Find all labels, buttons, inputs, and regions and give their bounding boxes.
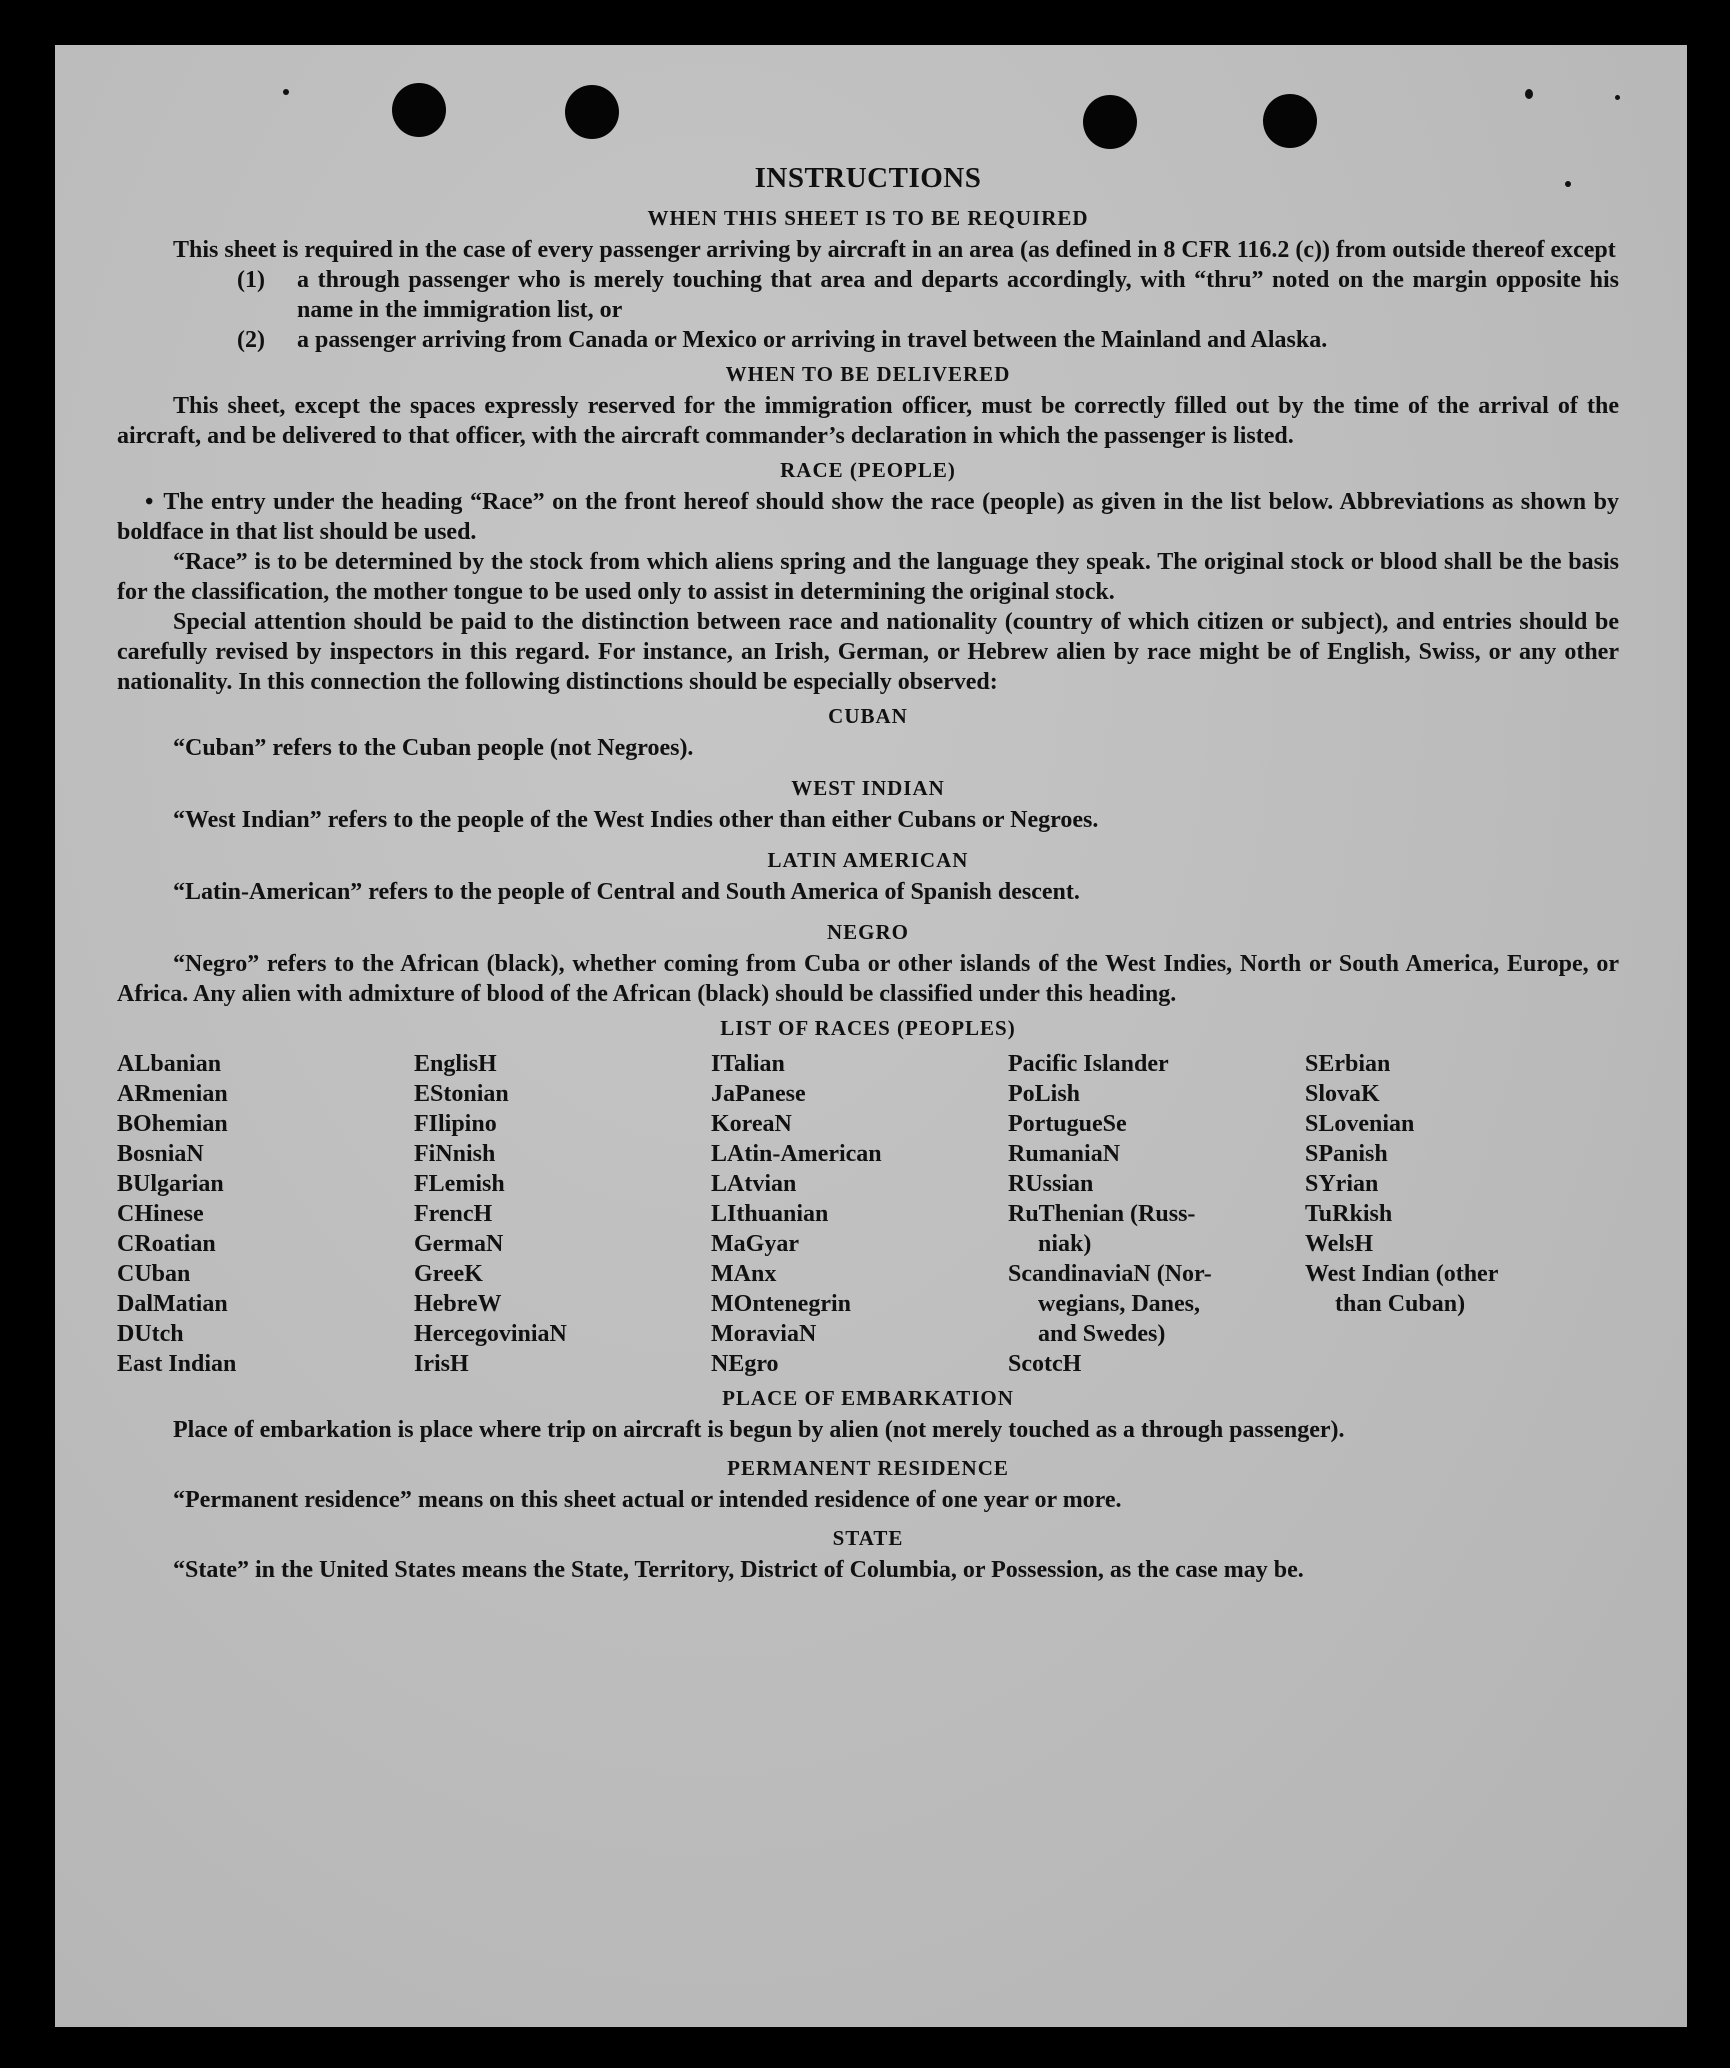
race-entry: GermaN [414, 1231, 504, 1257]
race-entry: TuRkish [1305, 1201, 1393, 1227]
race-entry: DUtch [117, 1321, 184, 1347]
race-entry: Pacific Islander [1008, 1051, 1169, 1077]
race-entry: RumaniaN [1008, 1141, 1121, 1167]
paragraph: Special attention should be paid to the distinction between race and nationality (country of which citizen or subject), and entries should be carefully revised by inspectors in this regard. For instance, an Irish, German, or Hebrew alien by race might be of English, Swiss, or any other nationality. In this connection the following distinctions should be especially observed: [117, 609, 1619, 695]
race-entry: JaPanese [711, 1081, 806, 1107]
race-entry: West Indian (other [1305, 1261, 1499, 1287]
race-entry: SYrian [1305, 1171, 1379, 1197]
race-entry: ScandinaviaN (Nor- [1008, 1261, 1212, 1287]
section-heading: WEST INDIAN [791, 776, 945, 800]
race-entry: BOhemian [117, 1111, 228, 1137]
paragraph: “West Indian” refers to the people of the West Indies other than either Cubans or Negroes. [173, 807, 1099, 833]
paragraph: “Cuban” refers to the Cuban people (not Negroes). [173, 735, 694, 761]
document-sheet [55, 45, 1687, 2027]
paragraph-text: The entry under the heading “Race” on the front hereof should show the race (people) as given in the list below. Abbreviations as shown by boldface in that list should be used. [117, 489, 1619, 545]
race-entry: PortugueSe [1008, 1111, 1127, 1137]
race-entry: LIthuanian [711, 1201, 829, 1227]
race-entry: LAtin-American [711, 1141, 882, 1167]
race-entry: KoreaN [711, 1111, 792, 1137]
race-entry: EnglisH [414, 1051, 497, 1077]
race-entry: IrisH [414, 1351, 469, 1377]
paragraph: This sheet is required in the case of every passenger arriving by aircraft in an area (as defined in 8 CFR 116.2 (c)) from outside thereof except [173, 237, 1616, 263]
race-entry: LAtvian [711, 1171, 797, 1197]
speck [1615, 95, 1620, 100]
punch-hole [392, 83, 446, 137]
race-entry: MOntenegrin [711, 1291, 851, 1317]
race-entry: FiNnish [414, 1141, 496, 1167]
section-heading: WHEN THIS SHEET IS TO BE REQUIRED [647, 206, 1089, 230]
race-column [117, 1049, 414, 1379]
page-title: INSTRUCTIONS [754, 162, 982, 194]
race-entry: ALbanian [117, 1051, 222, 1077]
race-entry: SPanish [1305, 1141, 1388, 1167]
paragraph: “Latin-American” refers to the people of Central and South America of Spanish descent. [173, 879, 1080, 905]
race-entry: East Indian [117, 1351, 237, 1377]
punch-hole [1083, 95, 1137, 149]
race-column [1305, 1049, 1565, 1379]
race-entry: HebreW [414, 1291, 502, 1317]
paragraph [117, 487, 1619, 547]
list-item [237, 325, 1619, 355]
race-entry: niak) [1038, 1231, 1092, 1257]
race-entry: FIlipino [414, 1111, 497, 1137]
race-entry: wegians, Danes, [1038, 1291, 1201, 1317]
paragraph: “Permanent residence” means on this sheet actual or intended residence of one year or more. [173, 1487, 1122, 1513]
race-entry: PoLish [1008, 1081, 1081, 1107]
race-column [1008, 1049, 1305, 1379]
section-heading: LIST OF RACES (PEOPLES) [720, 1016, 1016, 1040]
race-entry: and Swedes) [1038, 1321, 1166, 1347]
race-entry: ITalian [711, 1051, 785, 1077]
race-entry: BUlgarian [117, 1171, 224, 1197]
paragraph: This sheet, except the spaces expressly reserved for the immigration officer, must be correctly filled out by the time of the arrival of the aircraft, and be delivered to that officer, with the aircraft commander’s declaration in which the passenger is listed. [117, 393, 1619, 449]
race-entry: than Cuban) [1335, 1291, 1466, 1317]
section-heading: NEGRO [826, 920, 909, 944]
paragraph: “Race” is to be determined by the stock from which aliens spring and the language they speak. The original stock or blood shall be the basis for the classification, the mother tongue to be used only to assist in determining the original stock. [117, 549, 1619, 605]
race-entry: SlovaK [1305, 1081, 1380, 1107]
race-list [117, 1049, 1619, 1379]
section-heading: STATE [832, 1526, 904, 1550]
race-entry: ARmenian [117, 1081, 228, 1107]
punch-hole [1263, 94, 1317, 148]
section-heading: RACE (PEOPLE) [780, 458, 956, 482]
instructions-content [117, 163, 1619, 1585]
race-entry: MaGyar [711, 1231, 799, 1257]
punch-hole [565, 85, 619, 139]
race-entry: DalMatian [117, 1291, 228, 1317]
race-entry: ScotcH [1008, 1351, 1082, 1377]
list-item [237, 265, 1619, 325]
race-entry: WelsH [1305, 1231, 1374, 1257]
race-entry: NEgro [711, 1351, 779, 1377]
race-entry: MAnx [711, 1261, 777, 1287]
race-entry: SLovenian [1305, 1111, 1415, 1137]
race-entry: CHinese [117, 1201, 204, 1227]
race-entry: CUban [117, 1261, 191, 1287]
race-entry: CRoatian [117, 1231, 216, 1257]
section-heading: CUBAN [828, 704, 908, 728]
speck [283, 89, 289, 95]
race-column [414, 1049, 711, 1379]
race-entry: RUssian [1008, 1171, 1094, 1197]
race-entry: GreeK [414, 1261, 483, 1287]
item-number: (1) [237, 267, 265, 293]
race-entry: FrencH [414, 1201, 493, 1227]
race-entry: EStonian [414, 1081, 509, 1107]
race-column [711, 1049, 1008, 1379]
race-entry: BosniaN [117, 1141, 204, 1167]
bullet: • [145, 489, 154, 515]
section-heading: PERMANENT RESIDENCE [727, 1456, 1009, 1480]
paragraph: “State” in the United States means the State, Territory, District of Columbia, or Possession, as the case may be. [173, 1557, 1304, 1583]
race-entry: SErbian [1305, 1051, 1391, 1077]
speck [1525, 89, 1533, 99]
section-heading: LATIN AMERICAN [767, 848, 969, 872]
race-entry: RuThenian (Russ- [1008, 1201, 1196, 1227]
section-heading: PLACE OF EMBARKATION [722, 1386, 1014, 1410]
item-number: (2) [237, 327, 265, 353]
paragraph: “Negro” refers to the African (black), whether coming from Cuba or other islands of the West Indies, North or South America, Europe, or Africa. Any alien with admixture of blood of the African (black) should be classified under this heading. [117, 951, 1619, 1007]
item-text: a passenger arriving from Canada or Mexico or arriving in travel between the Mainland and Alaska. [297, 327, 1328, 353]
race-entry: FLemish [414, 1171, 505, 1197]
race-entry: MoraviaN [711, 1321, 817, 1347]
paragraph: Place of embarkation is place where trip on aircraft is begun by alien (not merely touched as a through passenger). [173, 1417, 1345, 1443]
item-text: a through passenger who is merely touching that area and departs accordingly, with “thru” noted on the margin opposite his name in the immigration list, or [297, 267, 1619, 323]
race-entry: HercegoviniaN [414, 1321, 567, 1347]
section-heading: WHEN TO BE DELIVERED [725, 362, 1011, 386]
